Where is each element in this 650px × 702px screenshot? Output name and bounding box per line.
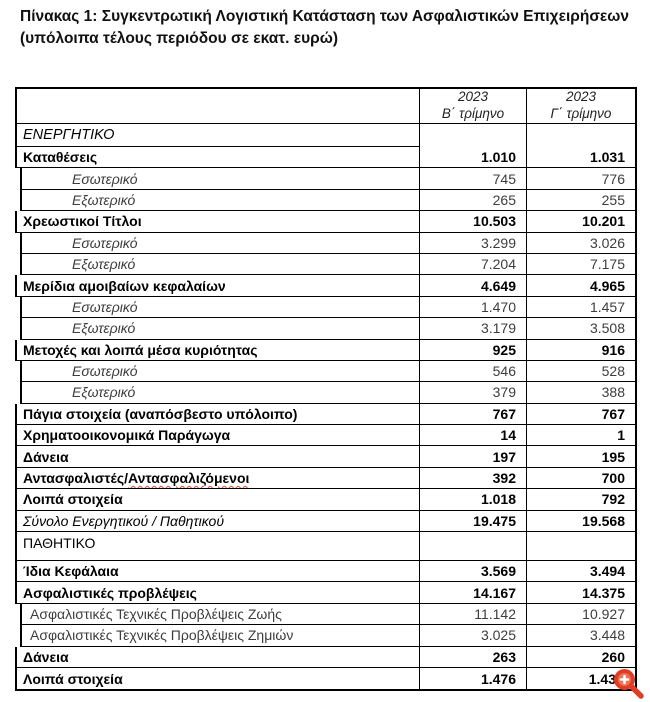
value-q2: 1.470 <box>419 297 526 317</box>
row-label: Λοιπά στοιχεία <box>23 491 123 508</box>
value-q2 <box>419 532 526 560</box>
value-q2: 1.476 <box>419 668 526 689</box>
table-row <box>15 425 635 446</box>
value-q2: 19.475 <box>419 511 526 531</box>
magnifier-plus-icon[interactable] <box>611 666 647 702</box>
value-q3: 7.175 <box>526 254 635 274</box>
table-row <box>20 190 635 211</box>
value-q3: 3.448 <box>526 625 635 645</box>
table-row <box>20 382 635 403</box>
value-q3: 1.031 <box>526 147 635 167</box>
table-row <box>20 233 635 254</box>
value-q2: 1.010 <box>419 147 526 167</box>
row-label: Καταθέσεις <box>23 149 98 166</box>
value-q2: 10.503 <box>419 211 526 231</box>
value-q2: 14.167 <box>419 582 526 602</box>
value-q2: 925 <box>419 340 526 360</box>
value-q2: 1.018 <box>419 489 526 509</box>
table-row <box>20 361 635 382</box>
value-q2: 263 <box>419 647 526 667</box>
row-label: Δάνεια <box>23 648 69 665</box>
header-label-cell <box>17 89 419 123</box>
value-q3: 19.568 <box>526 511 635 531</box>
table-row <box>15 532 635 561</box>
row-label: Χρεωστικοί Τίτλοι <box>23 213 142 230</box>
row-label: ΠΑΘΗΤΙΚΟ <box>23 535 96 552</box>
row-label: Εξωτερικό <box>72 320 136 337</box>
value-q2: 745 <box>419 168 526 188</box>
header-q2-year: 2023 <box>457 89 489 105</box>
table-row <box>20 168 635 189</box>
row-label <box>17 468 419 488</box>
value-q2: 265 <box>419 190 526 210</box>
value-q3: 10.927 <box>526 604 635 624</box>
table-row <box>15 446 635 467</box>
row-label-text: Αντασφαλιστές/ <box>23 470 129 487</box>
value-q3: 776 <box>526 168 635 188</box>
value-q3: 255 <box>526 190 635 210</box>
value-q3: 792 <box>526 489 635 509</box>
row-label: ΕΝΕΡΓΗΤΙΚΟ <box>17 124 419 147</box>
row-label: Εξωτερικό <box>72 191 136 208</box>
table-row <box>15 561 635 582</box>
value-q2: 379 <box>419 382 526 402</box>
row-label: Ασφαλιστικές Τεχνικές Προβλέψεις Ζωής <box>30 606 282 622</box>
value-q3 <box>526 532 635 560</box>
value-q3: 3.026 <box>526 233 635 253</box>
table-header-row <box>15 89 635 124</box>
value-q2: 392 <box>419 468 526 488</box>
value-q3: 3.508 <box>526 318 635 338</box>
value-q2: 3.569 <box>419 561 526 581</box>
row-label-spellcheck-text: Αντασφαλιζόμενοι <box>128 470 250 487</box>
value-q3: 528 <box>526 361 635 381</box>
value-q2 <box>419 124 526 147</box>
header-q3-period: Γ΄ τρίμηνο <box>550 106 612 121</box>
row-label: Εξωτερικό <box>72 256 136 273</box>
value-q3: 4.965 <box>526 275 635 295</box>
value-q3: 195 <box>526 446 635 466</box>
table-title-line1: Πίνακας 1: Συγκεντρωτική Λογιστική Κατάσταση των Ασφαλιστικών Επιχειρήσεων <box>20 8 629 25</box>
header-q2-period: Β΄ τρίμηνο <box>441 106 505 121</box>
table-row <box>15 340 635 361</box>
header-q2-2023 <box>419 89 526 123</box>
value-q3: 3.494 <box>526 561 635 581</box>
table-row <box>15 404 635 425</box>
table-row <box>20 625 635 646</box>
table-row <box>15 275 635 296</box>
value-q3: 14.375 <box>526 582 635 602</box>
value-q2: 3.299 <box>419 233 526 253</box>
value-q3: 260 <box>526 647 635 667</box>
value-q2: 4.649 <box>419 275 526 295</box>
value-q3: 1.457 <box>526 297 635 317</box>
row-label: Εσωτερικό <box>72 298 138 315</box>
row-label: Δάνεια <box>23 448 69 465</box>
row-label: Εξωτερικό <box>72 384 136 401</box>
value-q2: 14 <box>419 425 526 445</box>
value-q3: 767 <box>526 404 635 424</box>
value-q3: 1 <box>526 425 635 445</box>
value-q2: 3.179 <box>419 318 526 338</box>
value-q3: 700 <box>526 468 635 488</box>
row-label: Λοιπά στοιχεία <box>23 670 123 687</box>
value-q3: 388 <box>526 382 635 402</box>
row-label: Ασφαλιστικές προβλέψεις <box>23 584 197 601</box>
row-label: Εσωτερικό <box>72 234 138 251</box>
value-q3: 10.201 <box>526 211 635 231</box>
table-row <box>15 147 635 168</box>
header-q3-year: 2023 <box>565 89 597 105</box>
row-label: Εσωτερικό <box>72 363 138 380</box>
table-row <box>15 468 635 489</box>
row-label: Μετοχές και λοιπά μέσα κυριότητας <box>23 341 258 358</box>
table-row <box>20 318 635 339</box>
row-label: Πάγια στοιχεία (αναπόσβεστο υπόλοιπο) <box>23 405 298 422</box>
row-label: Μερίδια αμοιβαίων κεφαλαίων <box>23 277 226 294</box>
balance-sheet-table <box>15 87 637 691</box>
table-row <box>15 489 635 510</box>
value-q2: 546 <box>419 361 526 381</box>
row-label: Ασφαλιστικές Τεχνικές Προβλέψεις Ζημιών <box>30 627 294 644</box>
value-q3: 1.43 <box>526 668 635 689</box>
value-q2: 11.142 <box>419 604 526 624</box>
table-row <box>15 124 635 147</box>
value-q2: 3.025 <box>419 625 526 645</box>
row-label: Χρηματοοικονομικά Παράγωγα <box>23 427 231 444</box>
value-q2: 197 <box>419 446 526 466</box>
table-row <box>15 511 635 532</box>
table-body <box>15 124 635 689</box>
table-title <box>20 6 635 50</box>
table-row <box>20 254 635 275</box>
table-row <box>15 647 635 668</box>
table-row <box>20 297 635 318</box>
row-label: Εσωτερικό <box>72 170 138 187</box>
table-row <box>15 582 635 603</box>
value-q2: 767 <box>419 404 526 424</box>
table-row <box>15 211 635 232</box>
value-q2: 7.204 <box>419 254 526 274</box>
row-label: Ίδια Κεφάλαια <box>23 563 119 580</box>
table-row <box>20 604 635 625</box>
value-q3: 916 <box>526 340 635 360</box>
row-label: Σύνολο Ενεργητικού / Παθητικού <box>23 512 225 529</box>
header-q3-2023 <box>526 89 635 123</box>
table-title-line2: (υπόλοιπα τέλους περιόδου σε εκατ. ευρώ) <box>20 30 339 47</box>
table-row <box>15 668 635 689</box>
value-q3 <box>526 124 635 147</box>
